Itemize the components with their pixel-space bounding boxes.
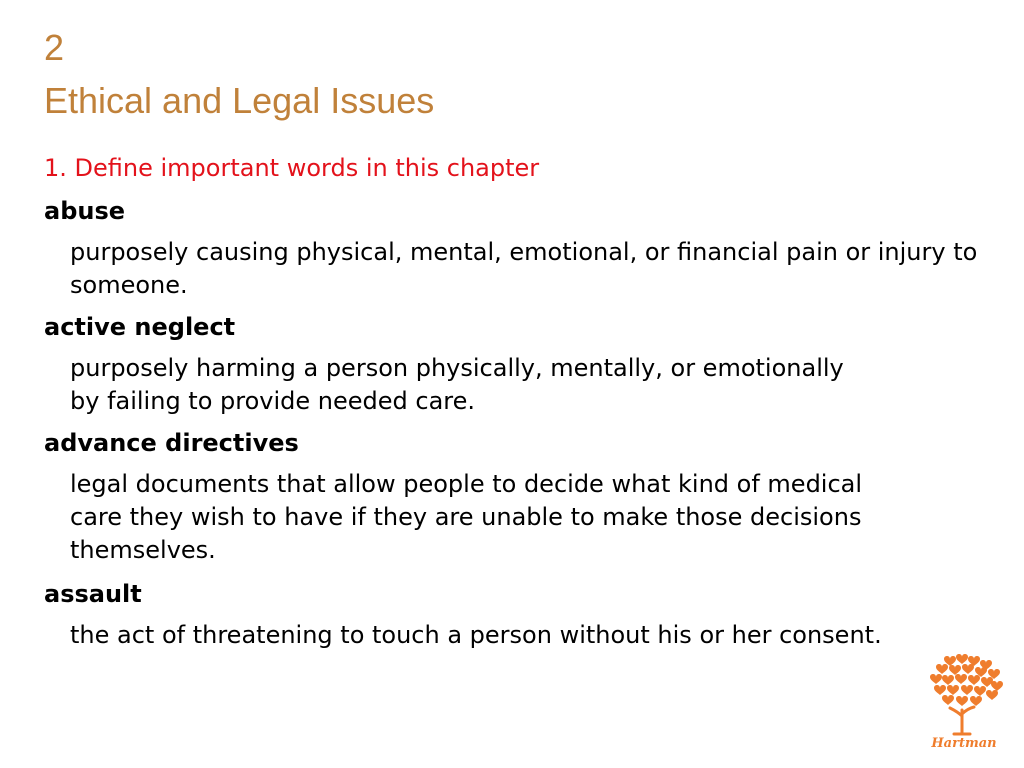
heart-tree-icon	[924, 652, 1004, 736]
glossary-definition-advance-directives: legal documents that allow people to decide what kind of medical care they wish to have if they are unable to make those decisions themselves.	[70, 470, 863, 564]
glossary-term-active-neglect: active neglect	[44, 313, 236, 341]
chapter-number: 2	[44, 27, 65, 68]
glossary-term-abuse: abuse	[44, 197, 126, 225]
chapter-title: Ethical and Legal Issues	[44, 80, 435, 121]
glossary-definition-abuse: purposely causing physical, mental, emotional, or financial pain or injury to someone.	[70, 238, 978, 299]
hartman-logo	[924, 652, 1004, 756]
logo-wordmark: Hartman	[931, 736, 997, 751]
glossary-definition-active-neglect: purposely harming a person physically, mentally, or emotionally by failing to provide needed care.	[70, 354, 844, 415]
glossary-term-advance-directives: advance directives	[44, 429, 299, 457]
learning-objective: 1. Define important words in this chapter	[44, 154, 540, 182]
glossary-definition-assault: the act of threatening to touch a person without his or her consent.	[70, 621, 882, 649]
glossary-term-assault: assault	[44, 580, 142, 608]
